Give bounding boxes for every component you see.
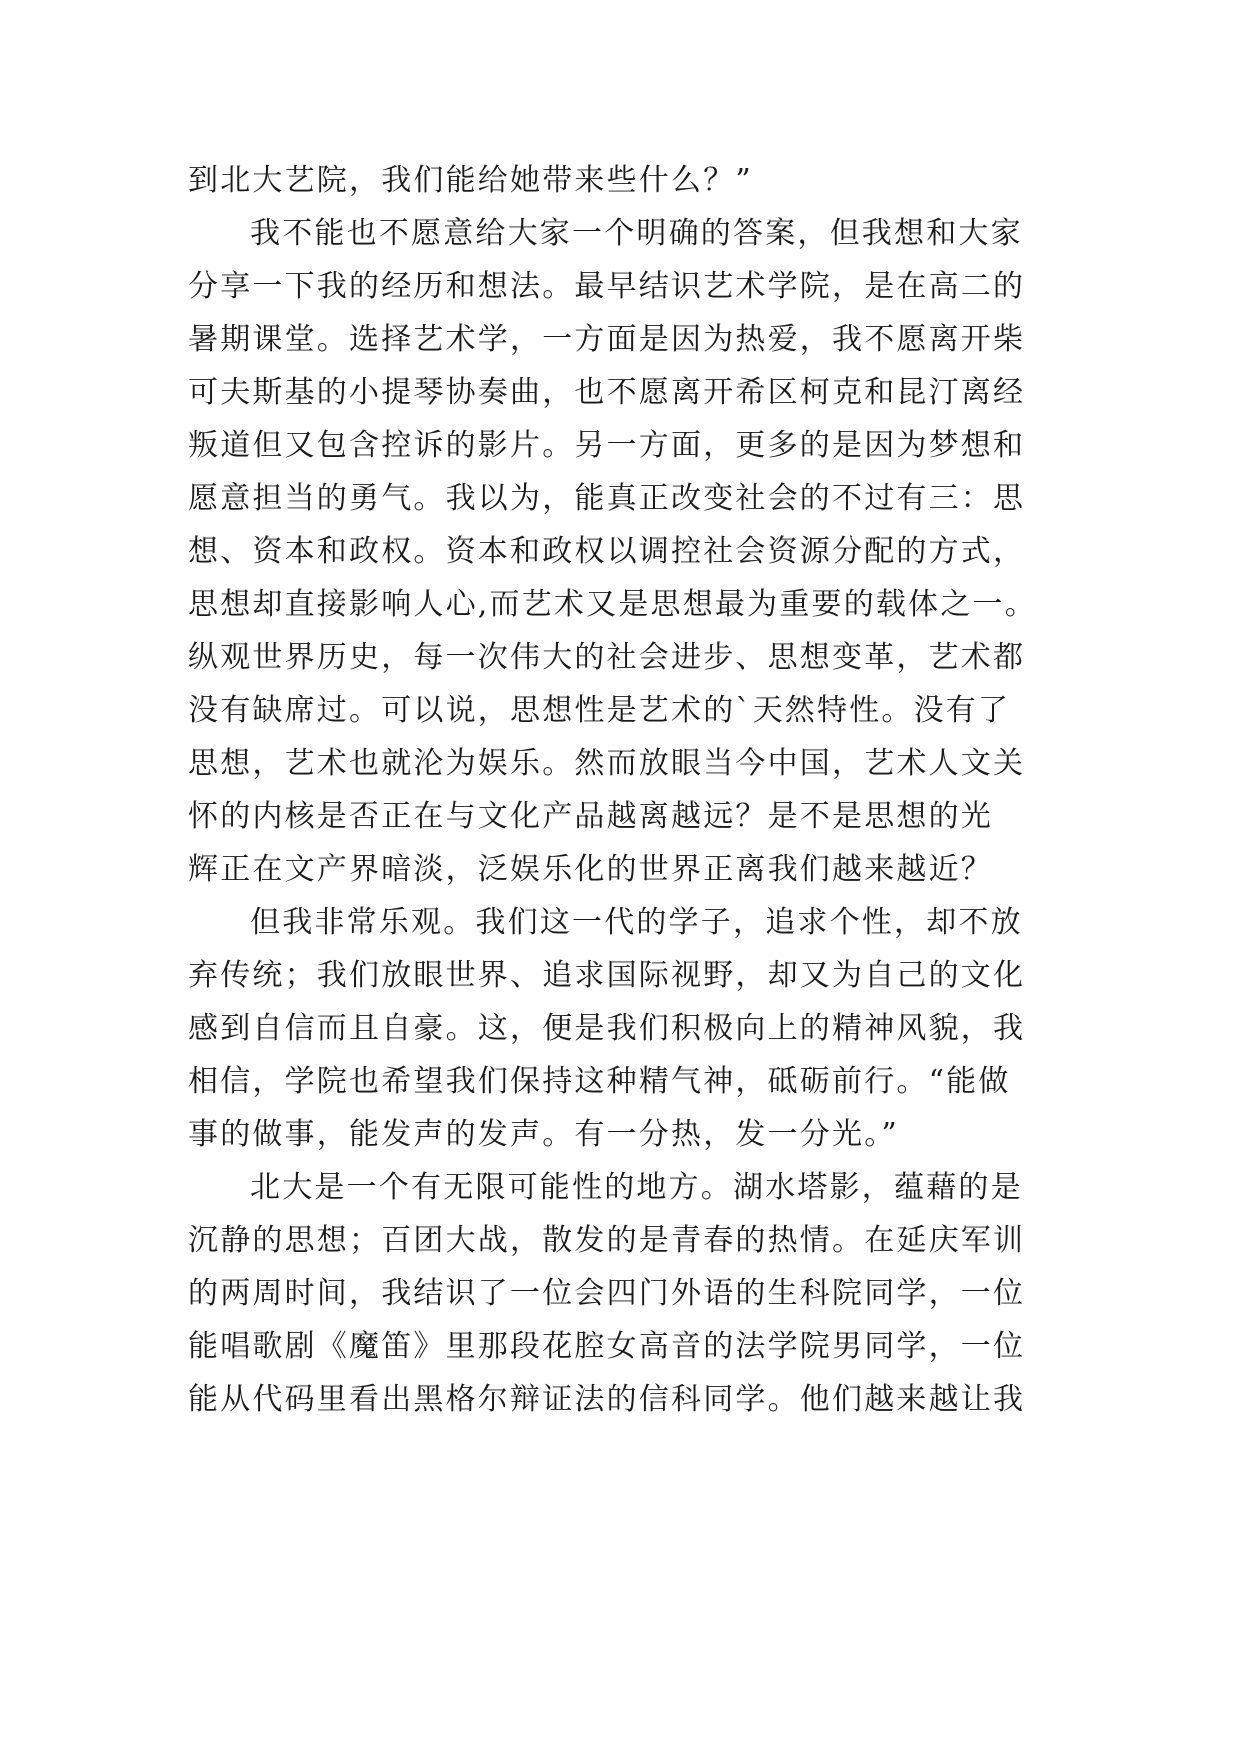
text-line: 弃传统；我们放眼世界、追求国际视野，却又为自己的文化 (188, 958, 1026, 993)
paragraph-start-line: 我不能也不愿意给大家一个明确的答案，但我想和大家 (250, 216, 1023, 251)
text-line: 思想却直接影响人心,而艺术又是思想最为重要的载体之一。 (188, 587, 1037, 622)
text-line: 想、资本和政权。资本和政权以调控社会资源分配的方式， (188, 534, 1026, 569)
text-line: 事的做事，能发声的发声。有一分热，发一分光。” (188, 1117, 899, 1152)
paragraph-start-line: 但我非常乐观。我们这一代的学子，追求个性，却不放 (250, 905, 1023, 940)
text-line: 分享一下我的经历和想法。最早结识艺术学院，是在高二的 (188, 269, 1026, 304)
text-line: 没有缺席过。可以说，思想性是艺术的`天然特性。没有了 (188, 693, 1011, 728)
text-line: 暑期课堂。选择艺术学，一方面是因为热爱，我不愿离开柴 (188, 322, 1026, 357)
text-line: 辉正在文产界暗淡，泛娱乐化的世界正离我们越来越近？ (188, 852, 993, 887)
text-line: 愿意担当的勇气。我以为，能真正改变社会的不过有三：思 (188, 481, 1026, 516)
text-line: 沉静的思想；百团大战，散发的是青春的热情。在延庆军训 (188, 1223, 1026, 1258)
text-line: 怀的内核是否正在与文化产品越离越远？是不是思想的光 (188, 799, 993, 834)
text-line: 相信，学院也希望我们保持这种精气神，砥砺前行。“能做 (188, 1064, 1011, 1099)
text-line: 纵观世界历史，每一次伟大的社会进步、思想变革，艺术都 (188, 640, 1026, 675)
text-line: 能从代码里看出黑格尔辩证法的信科同学。他们越来越让我 (188, 1382, 1026, 1417)
paragraph-start-line: 北大是一个有无限可能性的地方。湖水塔影，蕴藉的是 (250, 1170, 1023, 1205)
text-line: 叛道但又包含控诉的影片。另一方面，更多的是因为梦想和 (188, 428, 1026, 463)
text-line: 到北大艺院，我们能给她带来些什么？” (188, 163, 753, 198)
text-line: 思想，艺术也就沦为娱乐。然而放眼当今中国，艺术人文关 (188, 746, 1026, 781)
text-line: 的两周时间，我结识了一位会四门外语的生科院同学，一位 (188, 1276, 1026, 1311)
text-line: 感到自信而且自豪。这，便是我们积极向上的精神风貌，我 (188, 1011, 1026, 1046)
text-line: 能唱歌剧《魔笛》里那段花腔女高音的法学院男同学，一位 (188, 1329, 1026, 1364)
text-line: 可夫斯基的小提琴协奏曲，也不愿离开希区柯克和昆汀离经 (188, 375, 1026, 410)
